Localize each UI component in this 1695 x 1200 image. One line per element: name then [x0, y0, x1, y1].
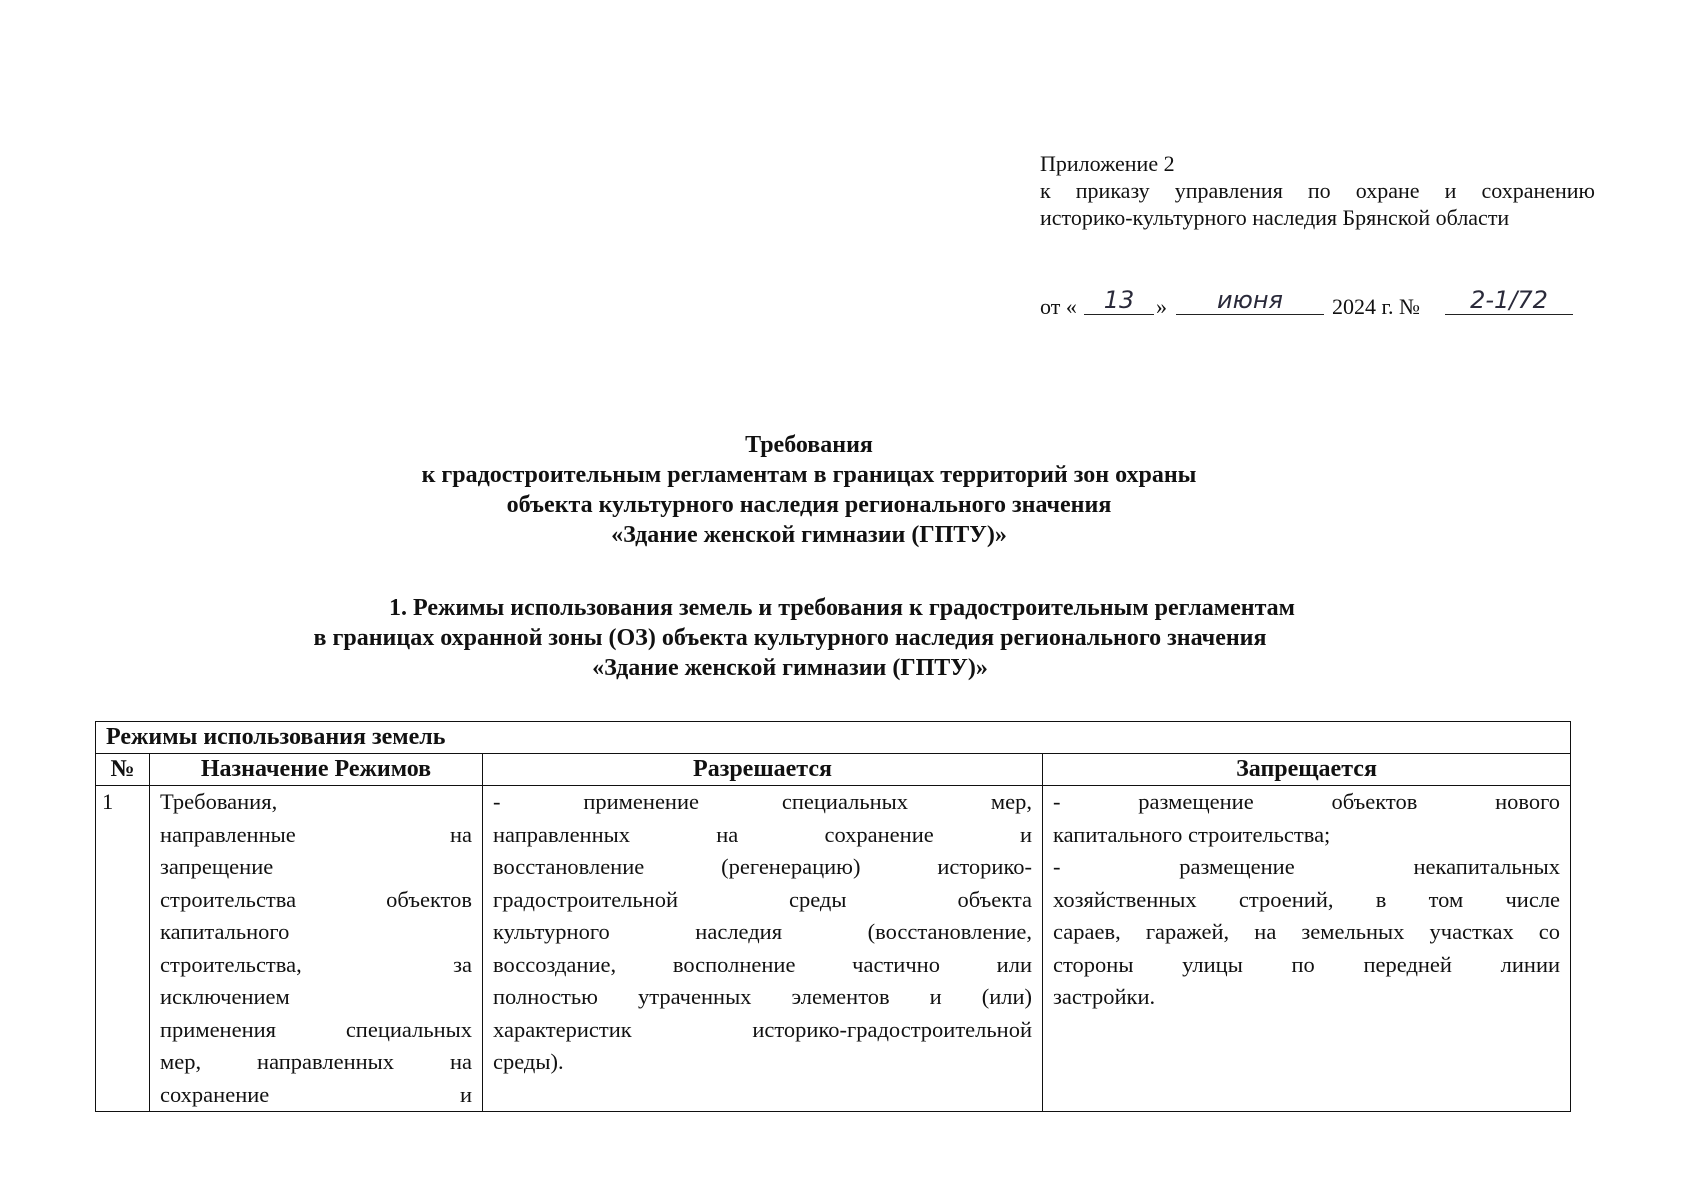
allowed-line: воссоздание, восполнение частично или: [493, 951, 1032, 977]
order-reference: [1040, 287, 1600, 327]
forbidden-line: капитального строительства;: [1053, 821, 1331, 847]
header-num: №: [96, 754, 150, 786]
section-line-1: 1. Режимы использования земель и требования к градостроительным регламентам: [388, 595, 1296, 621]
purpose-line: строительства объектов: [160, 886, 472, 912]
allowed-line: восстановление (регенерацию) историко-: [493, 854, 1032, 879]
document-title: [0, 430, 1695, 550]
allowed-line: характеристик историко-градостроительной: [493, 1016, 1032, 1042]
section-line-3: «Здание женской гимназии (ГПТУ)»: [592, 655, 988, 681]
allowed-line: градостроительной среды объекта: [493, 886, 1032, 912]
header-purpose: Назначение Режимов: [150, 754, 483, 786]
title-line-4: «Здание женской гимназии (ГПТУ)»: [611, 522, 1007, 548]
purpose-line: применения специальных: [160, 1016, 472, 1042]
purpose-cell: [150, 786, 483, 1112]
purpose-line: мер, направленных на: [160, 1049, 472, 1074]
forbidden-cell: [1043, 786, 1571, 1112]
annex-line-2: историко-культурного наследия Брянской области: [1040, 205, 1510, 230]
forbidden-line: хозяйственных строений, в том числе: [1053, 886, 1561, 912]
order-number: 2-1/72: [1445, 287, 1573, 315]
section-heading: [0, 593, 1695, 683]
purpose-line: капитального: [160, 919, 290, 944]
table-caption: Режимы использования земель: [96, 722, 1571, 754]
purpose-line: Требования,: [160, 789, 278, 814]
title-line-3: объекта культурного наследия регионального значения: [506, 492, 1112, 518]
annex-line-1: к приказу управления по охране и сохранению: [1040, 178, 1595, 203]
purpose-line: исключением: [160, 984, 290, 1009]
allowed-line: - применение специальных мер,: [493, 789, 1032, 814]
order-prefix: от «: [1040, 294, 1077, 319]
row-number: 1: [96, 786, 150, 1112]
allowed-line: культурного наследия (восстановление,: [493, 919, 1032, 944]
allowed-cell: [483, 786, 1043, 1112]
purpose-line: направленные на: [160, 821, 472, 847]
forbidden-line: стороны улицы по передней линии: [1053, 951, 1561, 977]
annex-header: [1040, 150, 1595, 231]
purpose-line: сохранение и: [160, 1081, 472, 1107]
purpose-line: строительства, за: [160, 951, 472, 977]
forbidden-line: - размещение некапитальных: [1053, 854, 1561, 879]
order-month: июня: [1176, 287, 1324, 315]
order-quote-close: »: [1156, 294, 1167, 319]
order-year: 2024 г. №: [1332, 294, 1421, 319]
title-line-1: Требования: [745, 432, 873, 458]
purpose-line: запрещение: [160, 854, 274, 879]
allowed-line: среды).: [493, 1049, 564, 1074]
order-day: 13: [1084, 287, 1154, 315]
header-forbidden: Запрещается: [1043, 754, 1571, 786]
header-allowed: Разрешается: [483, 754, 1043, 786]
land-use-regimes-table: [95, 721, 1571, 1112]
table-row: [96, 786, 1571, 1112]
forbidden-line: сараев, гаражей, на земельных участках со: [1053, 919, 1561, 944]
title-line-2: к градостроительным регламентам в границах территорий зон охраны: [421, 462, 1197, 488]
section-line-2: в границах охранной зоны (ОЗ) объекта культурного наследия регионального значения: [313, 625, 1267, 651]
allowed-line: направленных на сохранение и: [493, 821, 1032, 847]
annex-title: Приложение 2: [1040, 151, 1175, 176]
allowed-line: полностью утраченных элементов и (или): [493, 984, 1032, 1009]
forbidden-line: - размещение объектов нового: [1053, 789, 1561, 814]
forbidden-line: застройки.: [1053, 984, 1156, 1009]
